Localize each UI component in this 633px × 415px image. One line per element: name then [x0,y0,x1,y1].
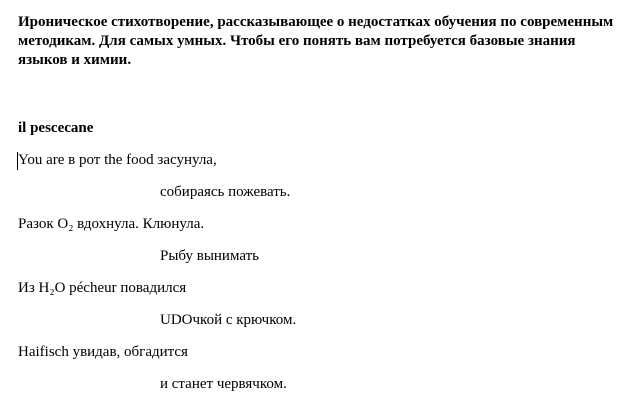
intro-paragraph: Ироническое стихотворение, рассказывающее о недостатках обучения по современным методикам. Для самых умных. Чтобы его понять вам потребуется базовые знания языков и химии. [18,14,614,68]
poem-line-5: Из H₂O pécheur повадился [18,280,187,296]
poem-line-4: Рыбу вынимать [160,248,260,264]
poem-line-8: и станет червячком. [160,376,287,392]
poem-line-3: Разок O₂ вдохнула. Клюнула. [18,216,205,232]
poem-line-1: You are в рот the food засунула, [18,152,217,168]
poem-title: il pescecane [18,120,94,136]
poem-line-6: UDOчкой с крючком. [160,312,297,328]
poem-line-2: собираясь пожевать. [160,184,291,200]
poem-line-7: Haifisch увидав, обгадится [18,344,188,360]
